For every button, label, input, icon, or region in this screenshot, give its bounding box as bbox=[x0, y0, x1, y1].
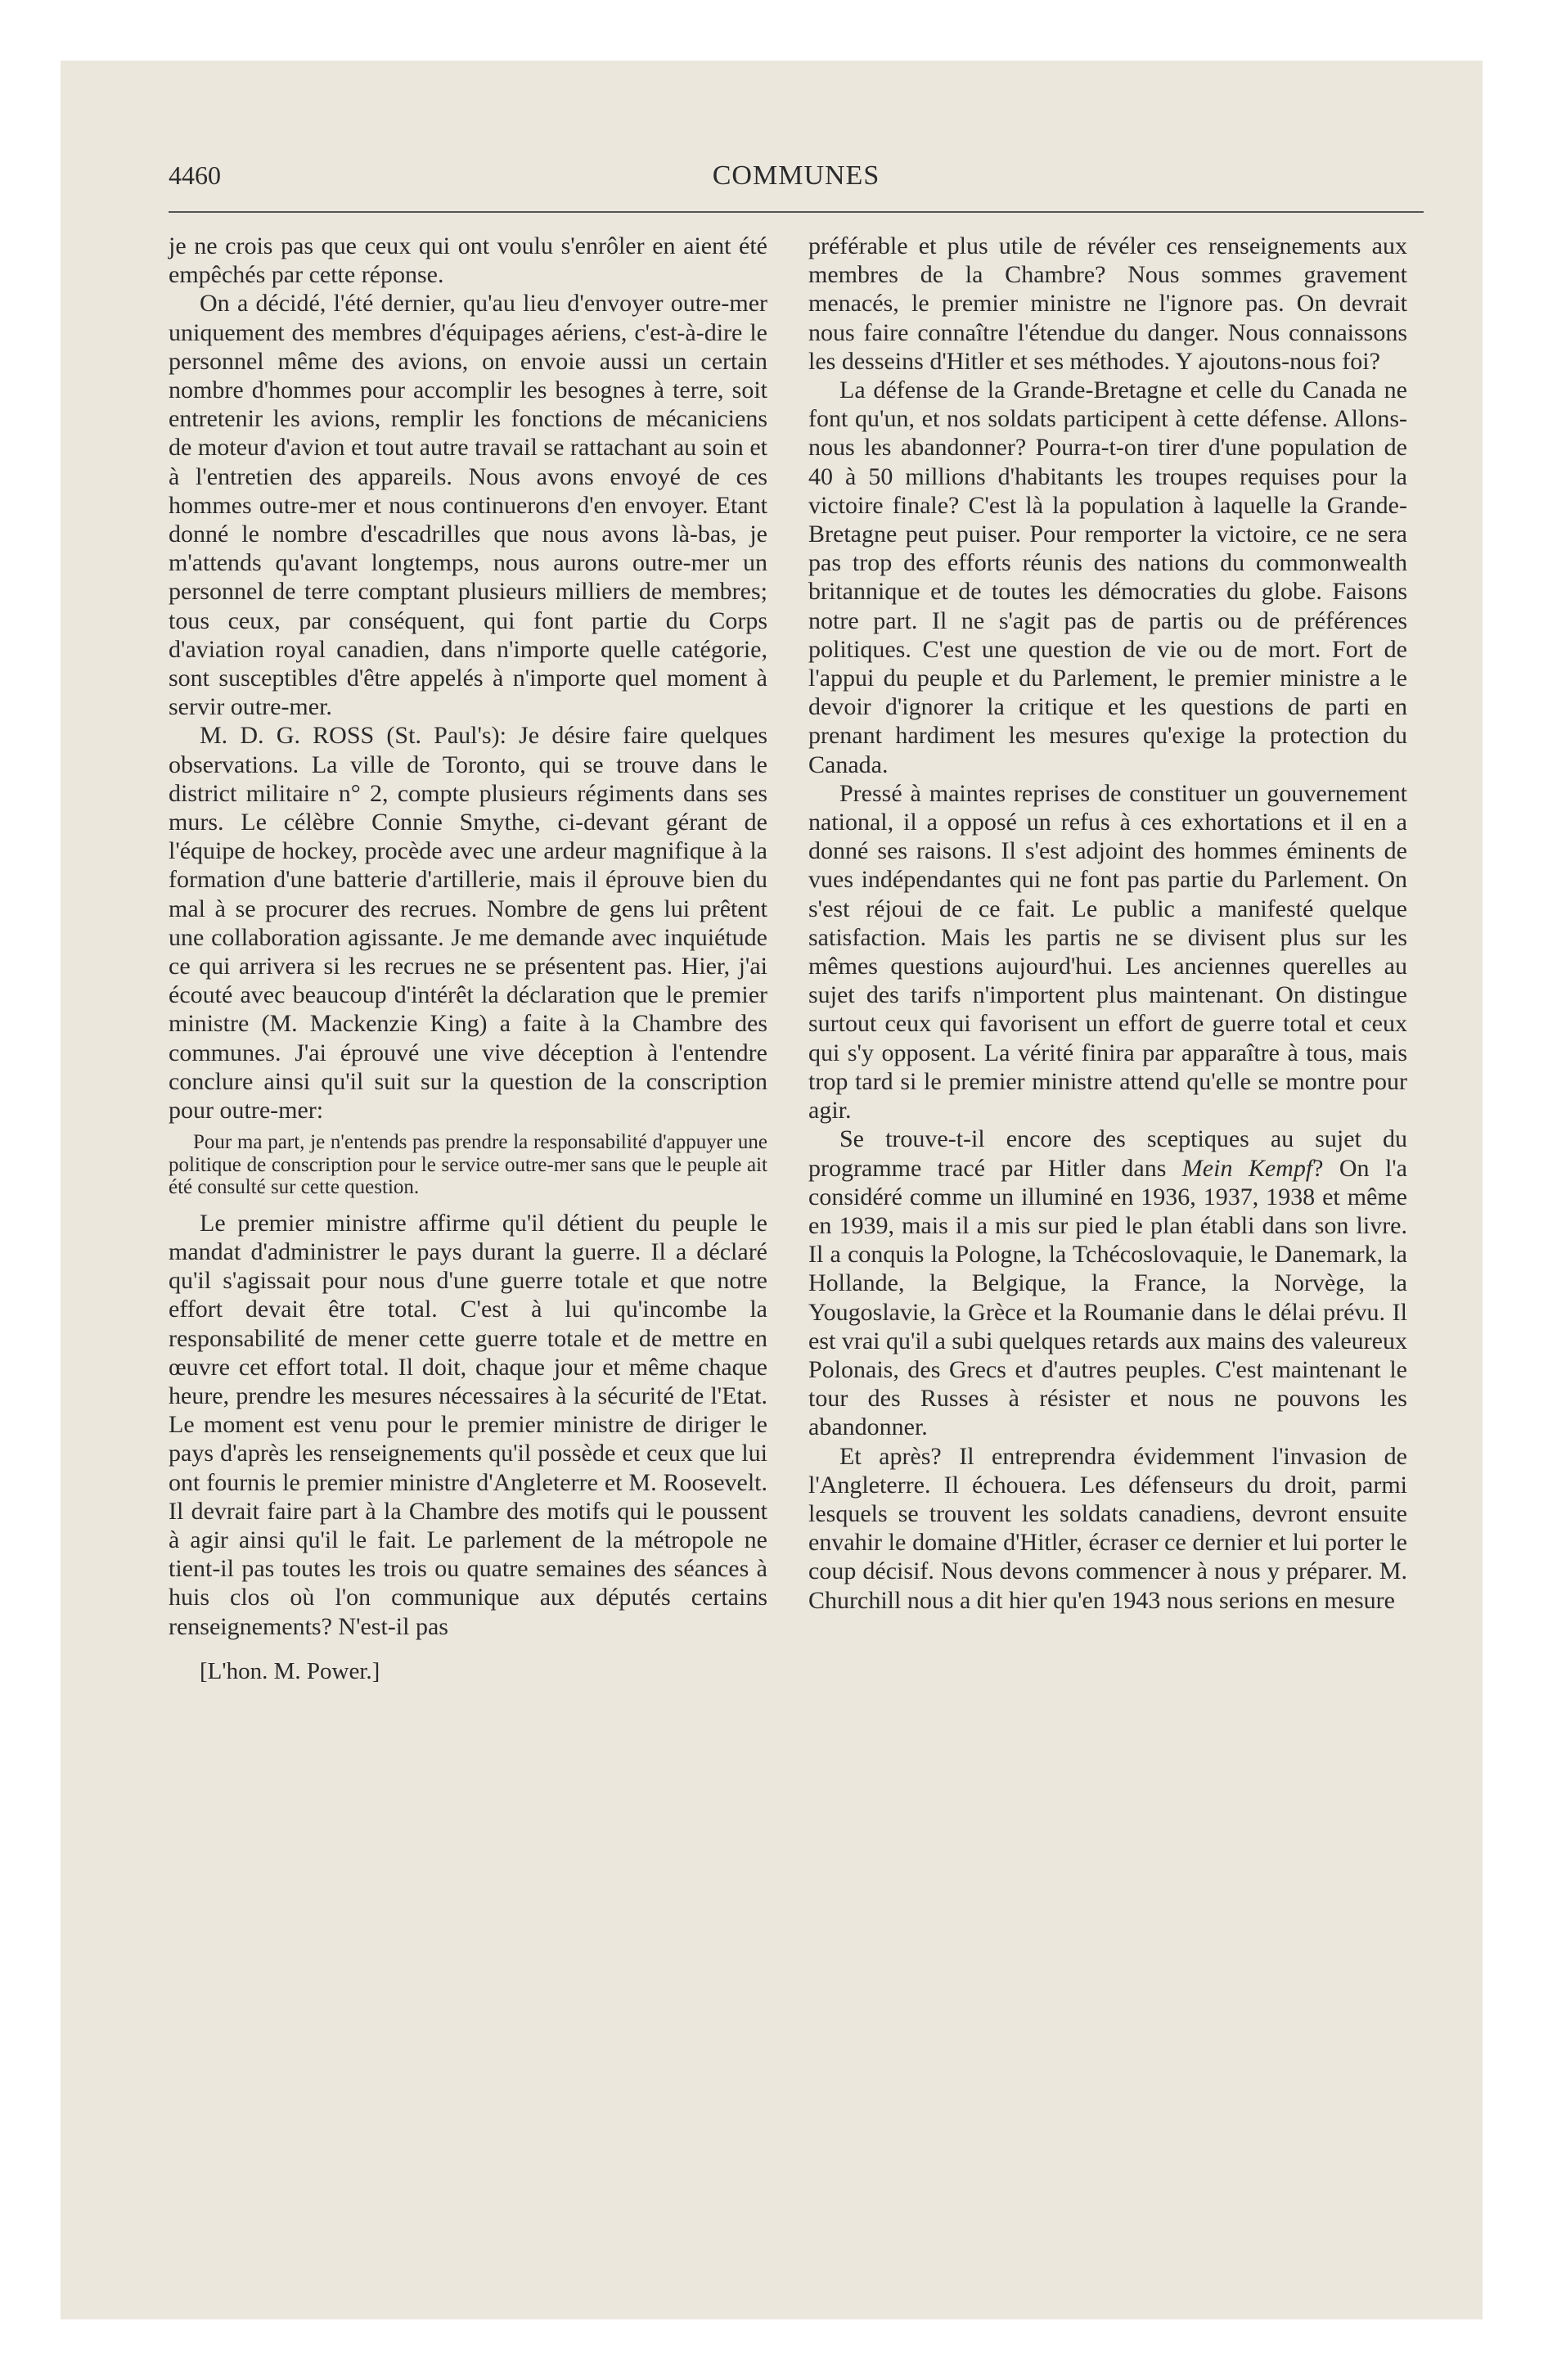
paragraph: Pressé à maintes reprises de constituer un gouvernement national, il a opposé un refus à ces exhortations et il en a donné ses raisons. Il s'est adjoint des hommes éminents de vues indépendantes qui ne font pas partie du Parlement. On s'est réjoui de ce fait. Le public a manifesté quelque satisfaction. Mais les partis ne se divisent plus sur les mêmes questions aujourd'hui. Les anciennes querelles au sujet des tarifs n'importent plus maintenant. On distingue surtout ceux qui favorisent un effort de guerre total et ceux qui s'y opposent. La vérité finira par apparaître à tous, mais trop tard si le premier ministre attend qu'elle se montre pour agir. bbox=[808, 779, 1407, 1125]
running-header bbox=[169, 160, 1424, 198]
paragraph: je ne crois pas que ceux qui ont voulu s'enrôler en aient été empêchés par cette réponse. bbox=[169, 232, 767, 289]
page-title: COMMUNES bbox=[712, 160, 880, 191]
paragraph: On a décidé, l'été dernier, qu'au lieu d'envoyer outre-mer uniquement des membres d'équipages aériens, c'est-à-dire le personnel même des avions, on envoie aussi un certain nombre d'hommes pour accomplir les besognes à terre, soit entretenir les avions, remplir les fonctions de mécaniciens de moteur d'avion et tout autre travail se rattachant au soin et à l'entretien des appareils. Nous avons envoyé de ces hommes outre-mer et nous continuerons d'en envoyer. Etant donné le nombre d'escadrilles que nous avons là-bas, je m'attends qu'avant longtemps, nous aurons outre-mer un personnel de terre comptant plusieurs milliers de membres; tous ceux, par conséquent, qui font partie du Corps d'aviation royal canadien, dans n'importe quelle catégorie, sont susceptibles d'être appelés à n'importe quel moment à servir outre-mer. bbox=[169, 290, 767, 721]
right-column bbox=[808, 232, 1407, 1615]
page-number: 4460 bbox=[169, 160, 221, 190]
paragraph: préférable et plus utile de révéler ces renseignements aux membres de la Chambre? Nous sommes gravement menacés, le premier ministre ne l'ignore pas. On devrait nous faire connaître l'étendue du danger. Nous connaissons les desseins d'Hitler et ses méthodes. Y ajoutons-nous foi? bbox=[808, 232, 1407, 375]
book-title: Mein Kempf bbox=[1181, 1154, 1313, 1182]
paragraph: La défense de la Grande-Bretagne et celle du Canada ne font qu'un, et nos soldats participent à cette défense. Allons-nous les abandonner? Pourra-t-on tirer d'une population de 40 à 50 millions d'habitants les troupes requises pour la victoire finale? C'est là la population à laquelle la Grande-Bretagne peut puiser. Pour remporter la victoire, ce ne sera pas trop des efforts réunis des nations du commonwealth britannique et de toutes les démocraties du globe. Faisons notre part. Il ne s'agit pas de partis ou de préférences politiques. C'est une question de vie ou de mort. Fort de l'appui du peuple et du Parlement, le premier ministre a le devoir d'ignorer la critique et les questions de parti en prenant hardiment les mesures qu'exige la protection du Canada. bbox=[808, 376, 1407, 778]
paragraph-text: ? On l'a considéré comme un illuminé en 1936, 1937, 1938 et même en 1939, mais il a mis sur pied le plan établi dans son livre. Il a conquis la Pologne, la Tchécoslovaquie, le Danemark, la Hollande, la Belgique, la France, la Norvège, la Yougoslavie, la Grèce et la Roumanie dans le délai prévu. Il est vrai qu'il a subi quelques retards aux mains des valeureux Polonais, des Grecs et d'autres peuples. C'est maintenant le tour des Russes à résister et nous ne pouvons les abandonner. bbox=[808, 1154, 1407, 1441]
speaker-attribution: [L'hon. M. Power.] bbox=[200, 1657, 380, 1684]
paragraph: Le premier ministre affirme qu'il détient du peuple le mandat d'administrer le pays durant la guerre. Il a déclaré qu'il s'agissait pour nous d'une guerre totale et que notre effort devait être total. C'est à lui qu'incombe la responsabilité de mener cette guerre totale et de mettre en œuvre cet effort total. Il doit, chaque jour et même chaque heure, prendre les mesures nécessaires à la sécurité de l'Etat. Le moment est venu pour le premier ministre de diriger le pays d'après les renseignements qu'il possède et ceux que lui ont fournis le premier ministre d'Angleterre et M. Roosevelt. Il devrait faire part à la Chambre des motifs qui le poussent à agir ainsi qu'il le fait. Le parlement de la métropole ne tient-il pas toutes les trois ou quatre semaines des séances à huis clos où l'on communique aux députés certains renseignements? N'est-il pas bbox=[169, 1209, 767, 1640]
block-quote: Pour ma part, je n'entends pas prendre la responsabilité d'appuyer une politique de conscription pour le service outre-mer sans que le peuple ait été consulté sur cette question. bbox=[169, 1131, 767, 1199]
paragraph-text: Se trouve-t-il encore des sceptiques au sujet du programme tracé par Hitler dans bbox=[808, 1125, 1407, 1182]
paragraph: M. D. G. ROSS (St. Paul's): Je désire faire quelques observations. La ville de Toronto, qui se trouve dans le district militaire n° 2, compte plusieurs régiments dans ses murs. Le célèbre Connie Smythe, ci-devant gérant de l'équipe de hockey, procède avec une ardeur magnifique à la formation d'une batterie d'artillerie, mais il éprouve bien du mal à se procurer des recrues. Nombre de gens lui prêtent une collaboration agissante. Je me demande avec inquiétude ce qui arrivera si les recrues ne se présentent pas. Hier, j'ai écouté avec beaucoup d'intérêt la déclaration que le premier ministre (M. Mackenzie King) a faite à la Chambre des communes. J'ai éprouvé une vive déception à l'entendre conclure ainsi qu'il suit sur la question de la conscription pour outre-mer: bbox=[169, 722, 767, 1125]
left-column bbox=[169, 232, 767, 1686]
header-rule bbox=[169, 211, 1424, 213]
paragraph bbox=[808, 1125, 1407, 1441]
paragraph: Et après? Il entreprendra évidemment l'invasion de l'Angleterre. Il échouera. Les défenseurs du droit, parmi lesquels se trouvent les soldats canadiens, devront ensuite envahir le domaine d'Hitler, écraser ce dernier et lui porter le coup décisif. Nous devons commencer à nous y préparer. M. Churchill nous a dit hier qu'en 1943 nous serions en mesure bbox=[808, 1442, 1407, 1614]
